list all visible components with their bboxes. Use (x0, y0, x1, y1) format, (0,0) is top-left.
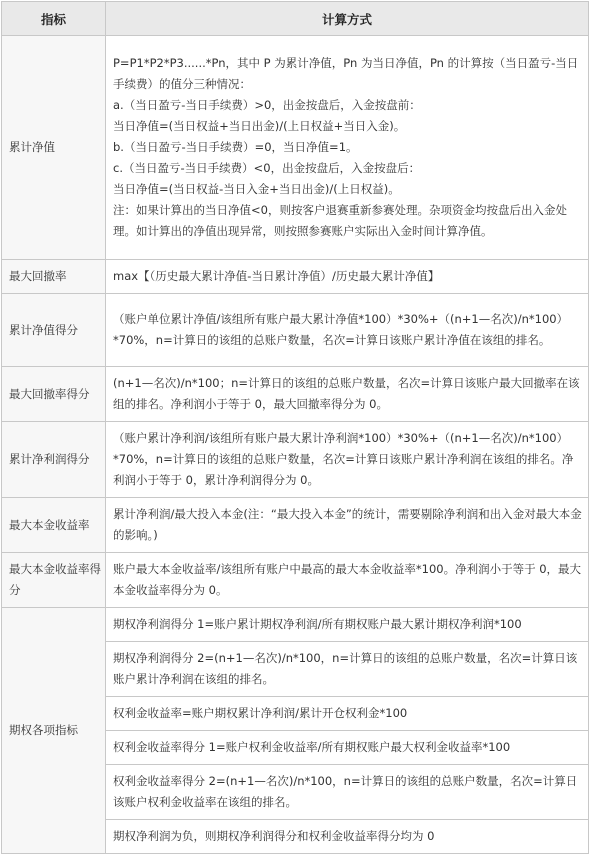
option-method: 期权净利润为负，则期权净利润得分和权利金收益率得分均为 0 (106, 820, 589, 854)
table-row (2, 608, 589, 642)
table-row (2, 260, 589, 294)
option-method: 期权净利润得分 1=账户累计期权净利润/所有期权账户最大累计期权净利润*100 (106, 608, 589, 642)
option-method: 权利金收益率得分 1=账户权利金收益率/所有期权账户最大权利金收益率*100 (106, 731, 589, 765)
method-line: c.（当日盈亏-当日手续费）<0，出金按盘后，入金按盘后： (113, 161, 421, 175)
indicator-method (106, 36, 589, 260)
table-row (2, 553, 589, 608)
table-row (2, 498, 589, 553)
indicator-name: 累计净值得分 (2, 294, 106, 367)
indicator-method: max【（历史最大累计净值-当日累计净值）/历史最大累计净值】 (106, 260, 589, 294)
indicator-method: （账户累计净利润/该组所有账户最大累计净利润*100）*30%+（(n+1—名次)/n*100）*70%，n=计算日的该组的总账户数量，名次=计算日该账户累计净利润在该组的排名。净利润小于等于 0，累计净利润得分为 0。 (106, 422, 589, 498)
indicator-table (1, 1, 589, 854)
method-line: 当日净值=(当日权益+当日出金)/(上日权益+当日入金)。 (113, 119, 406, 133)
option-method: 期权净利润得分 2=(n+1—名次)/n*100，n=计算日的该组的总账户数量，名次=计算日该账户累计净利润在该组的排名。 (106, 642, 589, 697)
method-line: P=P1*P2*P3......*Pn，其中 P 为累计净值，Pn 为当日净值，Pn 的计算按（当日盈亏-当日手续费）的值分三种情况： (113, 56, 579, 91)
option-method: 权利金收益率得分 2=(n+1—名次)/n*100，n=计算日的该组的总账户数量，名次=计算日该账户权利金收益率在该组的排名。 (106, 765, 589, 820)
header-calculation-method: 计算方式 (106, 2, 589, 36)
indicator-name: 累计净利润得分 (2, 422, 106, 498)
indicator-method: (n+1—名次)/n*100；n=计算日的该组的总账户数量，名次=计算日该账户最大回撤率在该组的排名。净利润小于等于 0，最大回撤率得分为 0。 (106, 367, 589, 422)
indicator-name: 最大本金收益率得分 (2, 553, 106, 608)
indicator-method: （账户单位累计净值/该组所有账户最大累计净值*100）*30%+（(n+1—名次)/n*100）*70%，n=计算日的该组的总账户数量，名次=计算日该账户累计净值在该组的排名。 (106, 294, 589, 367)
header-indicator: 指标 (2, 2, 106, 36)
table-row (2, 422, 589, 498)
table-row (2, 367, 589, 422)
method-line: 当日净值=(当日权益-当日入金+当日出金)/(上日权益)。 (113, 182, 400, 196)
method-line: a.（当日盈亏-当日手续费）>0，出金按盘后，入金按盘前： (113, 98, 421, 112)
indicator-method: 累计净利润/最大投入本金(注：“最大投入本金”的统计，需要剔除净利润和出入金对最大本金的影响。) (106, 498, 589, 553)
indicator-name: 最大回撤率得分 (2, 367, 106, 422)
indicator-name-options: 期权各项指标 (2, 608, 106, 854)
option-method: 权利金收益率=账户期权累计净利润/累计开仓权利金*100 (106, 697, 589, 731)
indicator-name: 最大回撤率 (2, 260, 106, 294)
method-line: b.（当日盈亏-当日手续费）=0，当日净值=1。 (113, 140, 358, 154)
table-row (2, 36, 589, 260)
method-line: 注：如果计算出的当日净值<0，则按客户退赛重新参赛处理。杂项资金均按盘后出入金处理。如计算出的净值出现异常，则按照参赛账户实际出入金时间计算净值。 (113, 203, 567, 238)
table-row (2, 294, 589, 367)
table-header-row (2, 2, 589, 36)
indicator-name: 最大本金收益率 (2, 498, 106, 553)
indicator-method: 账户最大本金收益率/该组所有账户中最高的最大本金收益率*100。净利润小于等于 0，最大本金收益率得分为 0。 (106, 553, 589, 608)
indicator-name: 累计净值 (2, 36, 106, 260)
